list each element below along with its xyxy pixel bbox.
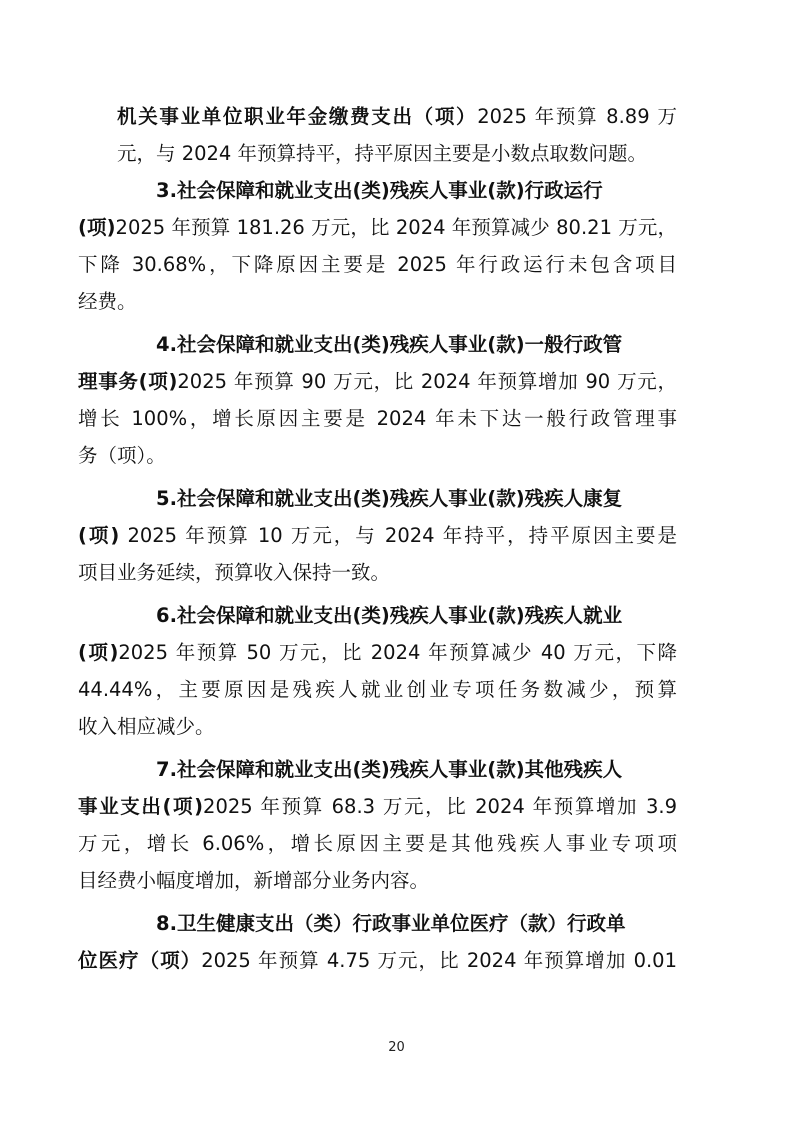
item-heading-tail: (项) [78, 641, 119, 664]
paragraph-item-6 [78, 597, 677, 745]
item-heading: 6.社会保障和就业支出(类)残疾人事业(款)残疾人就业 [156, 604, 623, 627]
body-text: 2025 年预算 8.89 万 [477, 105, 677, 128]
paragraph-vocational-annuity [117, 98, 677, 172]
body-text: 2025 年预算 181.26 万元，比 2024 年预算减少 80.21 万元， [115, 216, 677, 239]
paragraph-item-8 [78, 905, 677, 979]
item-heading-tail: 事业支出(项) [78, 795, 204, 818]
body-text: 2025 年预算 4.75 万元，比 2024 年预算增加 0.01 [201, 949, 677, 972]
body-text: 2025 年预算 10 万元，与 2024 年持平，持平原因主要是 [119, 524, 677, 547]
body-text: 项目业务延续，预算收入保持一致。 [78, 561, 391, 584]
paragraph-item-5 [78, 480, 677, 591]
body-text: 2025 年预算 50 万元，比 2024 年预算减少 40 万元，下降 [118, 641, 677, 664]
paragraph-item-3 [78, 172, 677, 320]
item-heading-tail: 理事务(项) [78, 370, 178, 393]
item-heading-tail: (项) [78, 216, 116, 239]
body-text: 44.44%，主要原因是残疾人就业创业专项任务数减少，预算 [78, 678, 677, 701]
paragraph-item-7 [78, 751, 678, 899]
body-text: 务（项）。 [78, 444, 166, 467]
item-heading: 3.社会保障和就业支出(类)残疾人事业(款)行政运行 [156, 179, 603, 202]
item-heading: 4.社会保障和就业支出(类)残疾人事业(款)一般行政管 [156, 333, 623, 356]
body-text: 收入相应减少。 [78, 715, 215, 738]
item-heading-tail: (项) [78, 524, 120, 547]
item-heading: 机关事业单位职业年金缴费支出（项） [117, 105, 478, 128]
item-heading: 8.卫生健康支出（类）行政事业单位医疗（款）行政单 [156, 912, 626, 935]
body-text: 增长 100%，增长原因主要是 2024 年未下达一般行政管理事 [78, 407, 677, 430]
body-text: 2025 年预算 68.3 万元，比 2024 年预算增加 3.9 [203, 795, 678, 818]
body-text: 万元，增长 6.06%，增长原因主要是其他残疾人事业专项项 [78, 832, 677, 855]
paragraph-item-4 [78, 326, 677, 474]
item-heading: 5.社会保障和就业支出(类)残疾人事业(款)残疾人康复 [156, 487, 623, 510]
item-heading-tail: 位医疗（项） [78, 949, 202, 972]
page-number: 20 [388, 1040, 405, 1055]
body-text: 下降 30.68%，下降原因主要是 2025 年行政运行未包含项目 [78, 253, 677, 276]
body-text: 经费。 [78, 290, 137, 313]
body-text: 目经费小幅度增加，新增部分业务内容。 [78, 869, 430, 892]
document-body [78, 98, 678, 979]
body-text: 元，与 2024 年预算持平，持平原因主要是小数点取数问题。 [117, 142, 648, 165]
body-text: 2025 年预算 90 万元，比 2024 年预算增加 90 万元， [177, 370, 677, 393]
item-heading: 7.社会保障和就业支出(类)残疾人事业(款)其他残疾人 [156, 758, 623, 781]
